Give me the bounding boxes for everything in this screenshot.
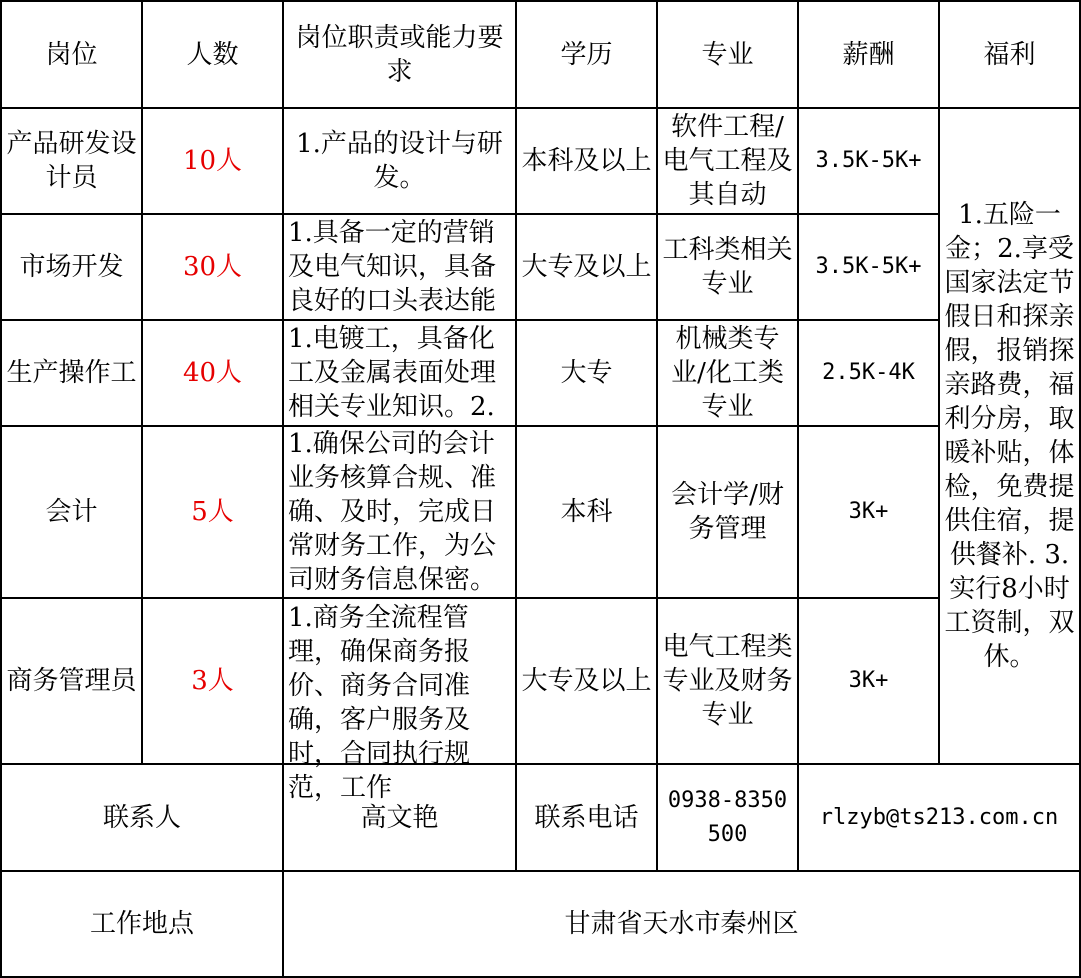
duty-cell	[283, 598, 516, 803]
duty-cell	[283, 108, 516, 214]
count-cell: 40人	[142, 320, 283, 426]
position-cell: 会计	[1, 426, 142, 598]
benefits-cell: 1.五险一金；2.享受国家法定节假日和探亲假，报销探亲路费，福利分房，取暖补贴，体检，免费提供住宿，提供餐补. 3.实行8小时工资制，双休。	[939, 108, 1080, 764]
salary-cell: 3.5K-5K+	[798, 108, 939, 214]
header-position: 岗位	[1, 1, 142, 108]
education-cell: 大专及以上	[516, 598, 657, 764]
header-education: 学历	[516, 1, 657, 108]
phone-number: 0938-8350500	[657, 764, 798, 871]
salary-cell: 3.5K-5K+	[798, 214, 939, 320]
header-benefits: 福利	[939, 1, 1080, 108]
count-cell: 10人	[142, 108, 283, 214]
major-text: 机械类专业/化工类专业	[671, 324, 784, 422]
education-cell: 本科及以上	[516, 108, 657, 214]
duty-text: 1.具备一定的营销及电气知识，具备良好的口头表达能	[288, 218, 497, 316]
contact-label: 联系人	[1, 764, 283, 871]
header-duty: 岗位职责或能力要求	[283, 1, 516, 108]
table-row	[1, 108, 1080, 214]
major-cell: 会计学/财务管理	[657, 426, 798, 598]
location-label: 工作地点	[1, 871, 283, 977]
contact-name: 高文艳	[283, 764, 516, 871]
duty-text: 1.商务全流程管理，确保商务报价、商务合同准确，客户服务及时，合同执行规范，工作	[288, 603, 471, 803]
duty-cell	[283, 426, 516, 598]
position-cell: 产品研发设计员	[1, 108, 142, 214]
major-cell: 电气工程类专业及财务专业	[657, 598, 798, 764]
duty-cell	[283, 320, 516, 426]
education-cell: 本科	[516, 426, 657, 598]
contact-row	[1, 764, 1080, 871]
table-row	[1, 598, 1080, 764]
duty-text: 1.产品的设计与研发。	[296, 129, 503, 193]
header-count: 人数	[142, 1, 283, 108]
table-row	[1, 426, 1080, 598]
table-row	[1, 320, 1080, 426]
position-cell: 市场开发	[1, 214, 142, 320]
count-cell: 3人	[142, 598, 283, 764]
email-address: rlzyb@ts213.com.cn	[798, 764, 1080, 871]
duty-cell	[283, 214, 516, 320]
major-cell	[657, 320, 798, 426]
education-cell: 大专及以上	[516, 214, 657, 320]
major-cell	[657, 108, 798, 214]
position-cell: 生产操作工	[1, 320, 142, 426]
position-cell: 商务管理员	[1, 598, 142, 764]
count-cell: 5人	[142, 426, 283, 598]
table-row	[1, 214, 1080, 320]
major-cell: 工科类相关专业	[657, 214, 798, 320]
education-cell: 大专	[516, 320, 657, 426]
location-row	[1, 871, 1080, 977]
header-row	[1, 1, 1080, 108]
salary-cell: 2.5K-4K	[798, 320, 939, 426]
duty-text: 1.确保公司的会计业务核算合规、准确、及时，完成日常财务工作，为公司财务信息保密。	[288, 429, 497, 595]
salary-cell: 3K+	[798, 426, 939, 598]
header-salary: 薪酬	[798, 1, 939, 108]
header-major: 专业	[657, 1, 798, 108]
location-value: 甘肃省天水市秦州区	[283, 871, 1080, 977]
phone-label: 联系电话	[516, 764, 657, 871]
count-cell: 30人	[142, 214, 283, 320]
duty-text: 1.电镀工，具备化工及金属表面处理相关专业知识。2.	[288, 324, 497, 422]
salary-cell: 3K+	[798, 598, 939, 764]
major-text: 软件工程/电气工程及其自动	[662, 112, 793, 210]
